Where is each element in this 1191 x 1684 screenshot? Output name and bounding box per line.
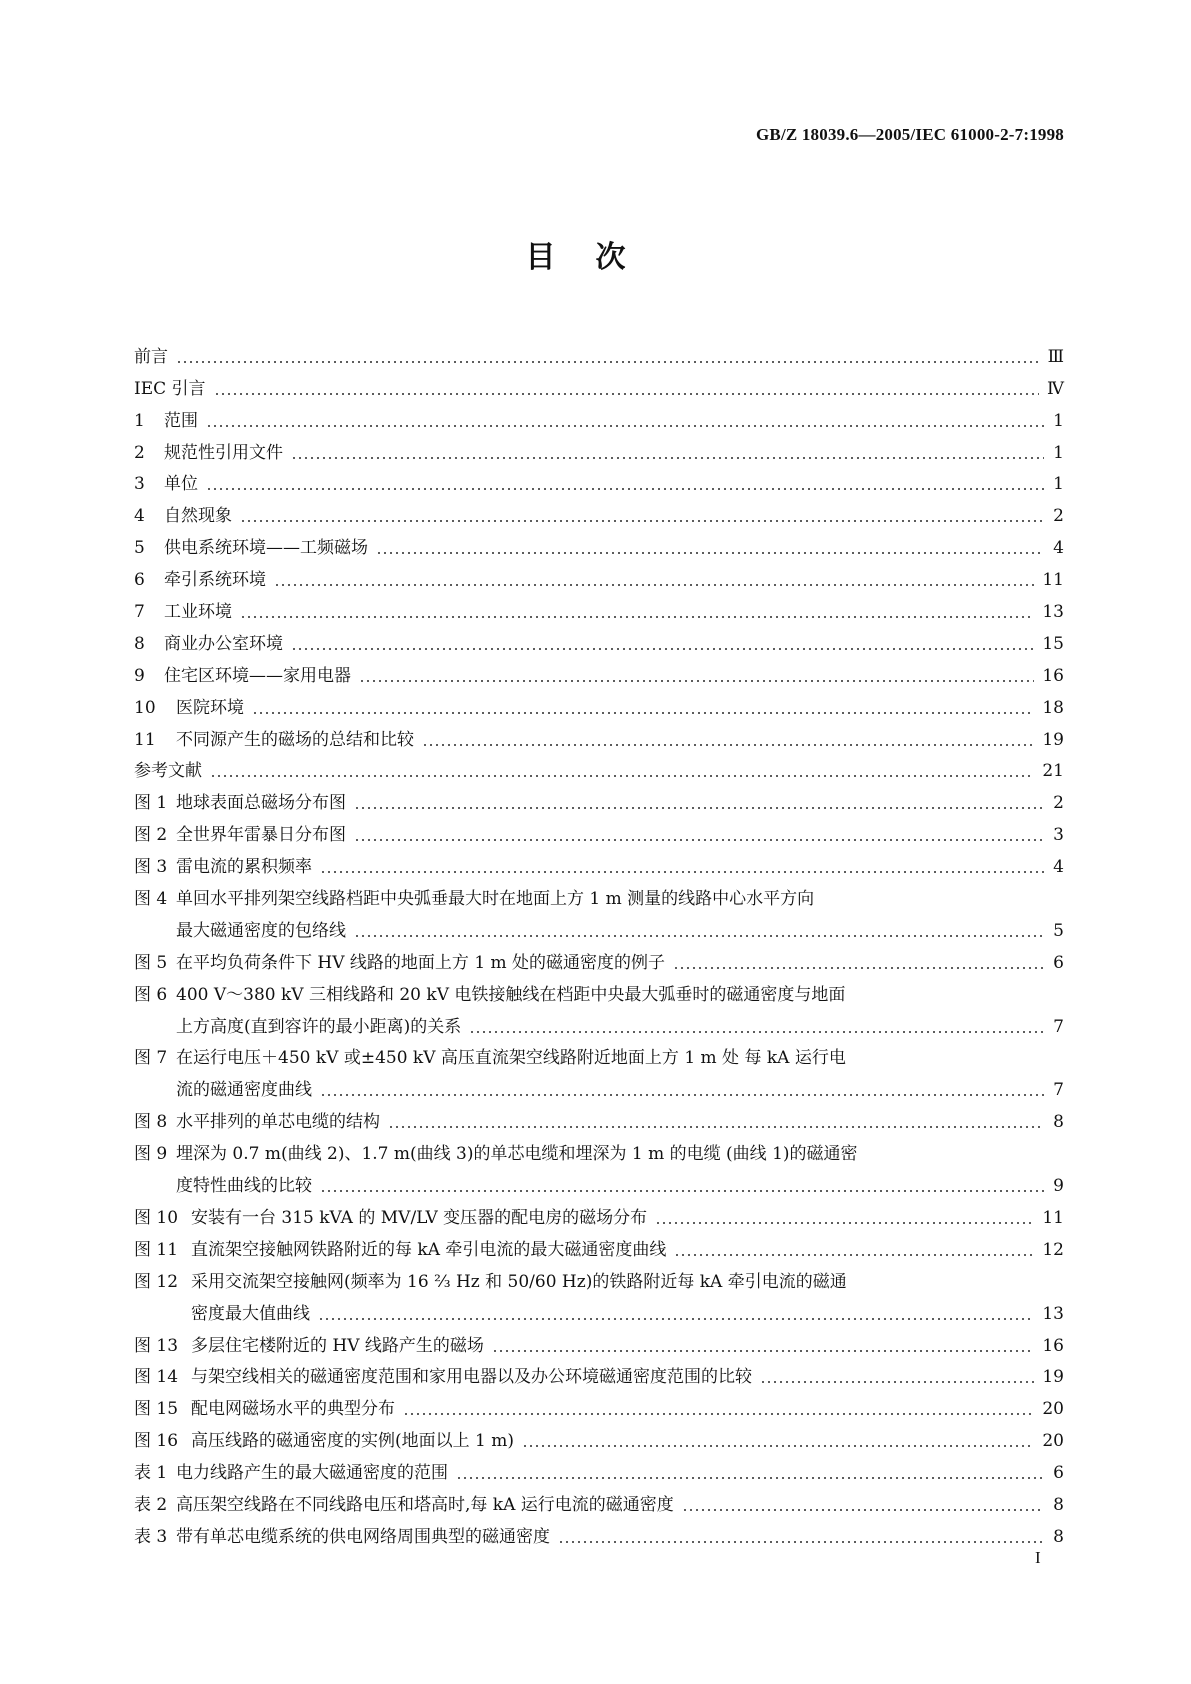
dot-leader xyxy=(291,457,1044,459)
dot-leader xyxy=(240,616,1034,618)
page-number: I xyxy=(1035,1548,1041,1567)
toc-entry-title: 规范性引用文件 xyxy=(164,442,283,463)
toc-entry-title: IEC 引言 xyxy=(134,378,206,399)
toc-entry-number: 表 2 xyxy=(134,1494,168,1515)
toc-entry-number: 6 xyxy=(134,570,145,591)
toc-entry-title: 雷电流的累积频率 xyxy=(176,857,312,878)
dot-leader xyxy=(252,712,1034,714)
toc-entry-number: 图 2 xyxy=(134,825,168,846)
dot-leader xyxy=(354,807,1044,809)
toc-entry-page: 7 xyxy=(1053,1016,1064,1037)
toc-entry-title: 商业办公室环境 xyxy=(164,633,283,654)
dot-leader xyxy=(274,584,1034,586)
toc-entry[interactable] xyxy=(134,1484,1064,1516)
dot-leader xyxy=(318,1318,1034,1320)
toc-entry-title: 范围 xyxy=(164,410,198,431)
dot-leader xyxy=(558,1541,1044,1543)
table-of-contents xyxy=(134,336,1064,1548)
dot-leader xyxy=(359,680,1034,682)
toc-entry-number: 图 16 xyxy=(134,1431,179,1452)
toc-entry-title: 带有单芯电缆系统的供电网络周围典型的磁通密度 xyxy=(176,1526,550,1547)
toc-entry-title: 电力线路产生的最大磁通密度的范围 xyxy=(176,1463,448,1484)
dot-leader xyxy=(176,361,1040,363)
toc-entry-page: Ⅲ xyxy=(1047,346,1064,367)
dot-leader xyxy=(354,935,1044,937)
toc-entry-page: 13 xyxy=(1042,602,1064,623)
dot-leader xyxy=(492,1350,1034,1352)
toc-entry[interactable] xyxy=(134,1038,1064,1070)
toc-entry[interactable] xyxy=(134,1452,1064,1484)
toc-entry-title: 多层住宅楼附近的 HV 线路产生的磁场 xyxy=(191,1335,484,1356)
toc-entry-number: 图 3 xyxy=(134,857,168,878)
toc-entry-page: 11 xyxy=(1042,1207,1064,1228)
toc-entry-page: 1 xyxy=(1053,410,1064,431)
toc-entry-page: 7 xyxy=(1053,1080,1064,1101)
toc-entry-page: 1 xyxy=(1053,442,1064,463)
toc-entry-number: 7 xyxy=(134,602,145,623)
toc-entry-title-continued: 密度最大值曲线 xyxy=(191,1303,310,1324)
toc-entry[interactable] xyxy=(134,591,1064,623)
toc-entry-number: 1 xyxy=(134,410,145,431)
toc-entry-continuation[interactable] xyxy=(134,1069,1064,1101)
toc-entry-page: 6 xyxy=(1053,952,1064,973)
dot-leader xyxy=(456,1477,1044,1479)
dot-leader xyxy=(320,871,1044,873)
toc-entry-number: 8 xyxy=(134,633,145,654)
toc-entry[interactable] xyxy=(134,559,1064,591)
toc-entry-number: 图 5 xyxy=(134,952,168,973)
standard-number-header: GB/Z 18039.6—2005/IEC 61000-2-7:1998 xyxy=(755,125,1064,144)
toc-entry-title: 医院环境 xyxy=(176,697,244,718)
toc-entry-page: Ⅳ xyxy=(1047,378,1064,399)
toc-entry-title: 全世界年雷暴日分布图 xyxy=(176,825,346,846)
toc-entry-title: 采用交流架空接触网(频率为 16 ⅔ Hz 和 50/60 Hz)的铁路附近每 kA 牵引电流的磁通 xyxy=(191,1271,847,1292)
toc-entry-title: 自然现象 xyxy=(164,506,232,527)
toc-entry-title: 400 V～380 kV 三相线路和 20 kV 电铁接触线在档距中央最大弧垂时的磁通密度与地面 xyxy=(176,984,846,1005)
toc-entry[interactable] xyxy=(134,687,1064,719)
toc-entry-number: 4 xyxy=(134,506,145,527)
toc-entry[interactable] xyxy=(134,1325,1064,1357)
toc-entry-page: 1 xyxy=(1053,474,1064,495)
toc-entry[interactable] xyxy=(134,1229,1064,1261)
toc-entry-title: 安装有一台 315 kVA 的 MV/LV 变压器的配电房的磁场分布 xyxy=(191,1207,648,1228)
toc-entry-page: 11 xyxy=(1042,570,1064,591)
toc-entry-number: 图 6 xyxy=(134,984,168,1005)
toc-entry-title: 配电网磁场水平的典型分布 xyxy=(191,1399,395,1420)
dot-leader xyxy=(469,1031,1044,1033)
toc-entry-title: 参考文献 xyxy=(134,761,202,782)
toc-entry-number: 图 11 xyxy=(134,1239,179,1260)
toc-entry-title: 单回水平排列架空线路档距中央弧垂最大时在地面上方 1 m 测量的线路中心水平方向 xyxy=(176,889,815,910)
dot-leader xyxy=(240,520,1044,522)
toc-entry-number: 10 xyxy=(134,697,156,718)
toc-entry-number: 表 1 xyxy=(134,1463,168,1484)
dot-leader xyxy=(682,1509,1044,1511)
toc-entry-number: 5 xyxy=(134,538,145,559)
dot-leader xyxy=(320,1094,1044,1096)
toc-entry[interactable] xyxy=(134,495,1064,527)
toc-entry-page: 9 xyxy=(1053,1176,1064,1197)
toc-entry[interactable] xyxy=(134,1516,1064,1548)
dot-leader xyxy=(655,1222,1034,1224)
toc-entry-number: 图 14 xyxy=(134,1367,179,1388)
toc-entry[interactable] xyxy=(134,974,1064,1006)
toc-entry-page: 8 xyxy=(1053,1526,1064,1547)
toc-entry[interactable] xyxy=(134,1420,1064,1452)
toc-entry-page: 19 xyxy=(1042,729,1064,750)
toc-entry[interactable] xyxy=(134,878,1064,910)
toc-entry[interactable] xyxy=(134,719,1064,751)
toc-entry-page: 16 xyxy=(1042,1335,1064,1356)
dot-leader xyxy=(354,839,1044,841)
toc-entry-title: 高压线路的磁通密度的实例(地面以上 1 m) xyxy=(191,1431,515,1452)
toc-entry-number: 图 12 xyxy=(134,1271,179,1292)
toc-entry[interactable] xyxy=(134,751,1064,783)
toc-entry-continuation[interactable] xyxy=(134,1006,1064,1038)
toc-entry-title: 不同源产生的磁场的总结和比较 xyxy=(176,729,414,750)
dot-leader xyxy=(673,967,1044,969)
toc-entry-page: 12 xyxy=(1042,1239,1064,1260)
toc-entry-title: 直流架空接触网铁路附近的每 kA 牵引电流的最大磁通密度曲线 xyxy=(191,1239,667,1260)
toc-entry[interactable] xyxy=(134,655,1064,687)
toc-entry-continuation[interactable] xyxy=(134,910,1064,942)
toc-entry[interactable] xyxy=(134,1388,1064,1420)
toc-entry-continuation[interactable] xyxy=(134,1293,1064,1325)
toc-entry-number: 9 xyxy=(134,665,145,686)
toc-entry[interactable] xyxy=(134,814,1064,846)
toc-entry-title: 高压架空线路在不同线路电压和塔高时,每 kA 运行电流的磁通密度 xyxy=(176,1494,674,1515)
dot-leader xyxy=(422,744,1034,746)
toc-entry-number: 图 4 xyxy=(134,889,168,910)
toc-entry-number: 11 xyxy=(134,729,156,750)
toc-entry[interactable] xyxy=(134,1357,1064,1389)
toc-entry[interactable] xyxy=(134,1133,1064,1165)
dot-leader xyxy=(206,425,1044,427)
toc-entry-page: 8 xyxy=(1053,1494,1064,1515)
toc-entry-title-continued: 最大磁通密度的包络线 xyxy=(176,920,346,941)
dot-leader xyxy=(376,552,1044,554)
toc-entry-title: 牵引系统环境 xyxy=(164,570,266,591)
toc-entry-page: 21 xyxy=(1042,761,1064,782)
dot-leader xyxy=(388,1126,1044,1128)
toc-entry-page: 2 xyxy=(1053,506,1064,527)
toc-entry-number: 图 1 xyxy=(134,793,168,814)
toc-entry[interactable] xyxy=(134,942,1064,974)
toc-entry-number: 图 10 xyxy=(134,1207,179,1228)
toc-entry-page: 3 xyxy=(1053,825,1064,846)
dot-leader xyxy=(522,1445,1034,1447)
dot-leader xyxy=(760,1381,1034,1383)
toc-entry-title: 地球表面总磁场分布图 xyxy=(176,793,346,814)
toc-entry-page: 5 xyxy=(1053,920,1064,941)
toc-entry-page: 18 xyxy=(1042,697,1064,718)
toc-entry-title: 在运行电压＋450 kV 或±450 kV 高压直流架空线路附近地面上方 1 m 处 每 kA 运行电 xyxy=(176,1048,846,1069)
toc-entry-page: 20 xyxy=(1042,1399,1064,1420)
toc-entry[interactable] xyxy=(134,400,1064,432)
toc-entry-number: 图 13 xyxy=(134,1335,179,1356)
toc-entry-title-continued: 上方高度(直到容许的最小距离)的关系 xyxy=(176,1016,462,1037)
toc-entry[interactable] xyxy=(134,1261,1064,1293)
toc-entry-page: 16 xyxy=(1042,665,1064,686)
toc-entry[interactable] xyxy=(134,336,1064,368)
toc-entry-title-continued: 流的磁通密度曲线 xyxy=(176,1080,312,1101)
page-title: 目次 xyxy=(525,240,666,275)
toc-entry-page: 2 xyxy=(1053,793,1064,814)
toc-entry[interactable] xyxy=(134,368,1064,400)
toc-entry-title: 前言 xyxy=(134,346,168,367)
toc-entry-number: 图 9 xyxy=(134,1144,168,1165)
toc-entry[interactable] xyxy=(134,782,1064,814)
toc-entry-page: 8 xyxy=(1053,1112,1064,1133)
dot-leader xyxy=(403,1413,1034,1415)
dot-leader xyxy=(674,1254,1034,1256)
toc-entry-title-continued: 度特性曲线的比较 xyxy=(176,1176,312,1197)
toc-entry-title: 在平均负荷条件下 HV 线路的地面上方 1 m 处的磁通密度的例子 xyxy=(176,952,666,973)
toc-entry-page: 15 xyxy=(1042,633,1064,654)
toc-entry[interactable] xyxy=(134,623,1064,655)
toc-entry-page: 4 xyxy=(1053,857,1064,878)
toc-entry-number: 3 xyxy=(134,474,145,495)
toc-entry-page: 19 xyxy=(1042,1367,1064,1388)
dot-leader xyxy=(206,488,1044,490)
dot-leader xyxy=(210,775,1034,777)
dot-leader xyxy=(214,393,1039,395)
toc-entry[interactable] xyxy=(134,464,1064,496)
toc-entry[interactable] xyxy=(134,527,1064,559)
toc-entry-number: 图 8 xyxy=(134,1112,168,1133)
toc-entry-title: 住宅区环境——家用电器 xyxy=(164,665,351,686)
toc-entry[interactable] xyxy=(134,432,1064,464)
toc-entry-page: 4 xyxy=(1053,538,1064,559)
toc-entry-title: 水平排列的单芯电缆的结构 xyxy=(176,1112,380,1133)
toc-entry-number: 图 15 xyxy=(134,1399,179,1420)
toc-entry-number: 2 xyxy=(134,442,145,463)
toc-entry-title: 工业环境 xyxy=(164,602,232,623)
toc-entry-title: 供电系统环境——工频磁场 xyxy=(164,538,368,559)
toc-entry-title: 埋深为 0.7 m(曲线 2)、1.7 m(曲线 3)的单芯电缆和埋深为 1 m 的电缆 (曲线 1)的磁通密 xyxy=(176,1144,858,1165)
dot-leader xyxy=(320,1190,1044,1192)
toc-entry-number: 表 3 xyxy=(134,1526,168,1547)
toc-entry[interactable] xyxy=(134,846,1064,878)
toc-entry-continuation[interactable] xyxy=(134,1165,1064,1197)
toc-entry-title: 单位 xyxy=(164,474,198,495)
dot-leader xyxy=(291,648,1034,650)
toc-entry[interactable] xyxy=(134,1197,1064,1229)
toc-entry-page: 20 xyxy=(1042,1431,1064,1452)
toc-entry-title: 与架空线相关的磁通密度范围和家用电器以及办公环境磁通密度范围的比较 xyxy=(191,1367,752,1388)
toc-entry-number: 图 7 xyxy=(134,1048,168,1069)
toc-entry-page: 13 xyxy=(1042,1303,1064,1324)
toc-entry-page: 6 xyxy=(1053,1463,1064,1484)
toc-entry[interactable] xyxy=(134,1101,1064,1133)
